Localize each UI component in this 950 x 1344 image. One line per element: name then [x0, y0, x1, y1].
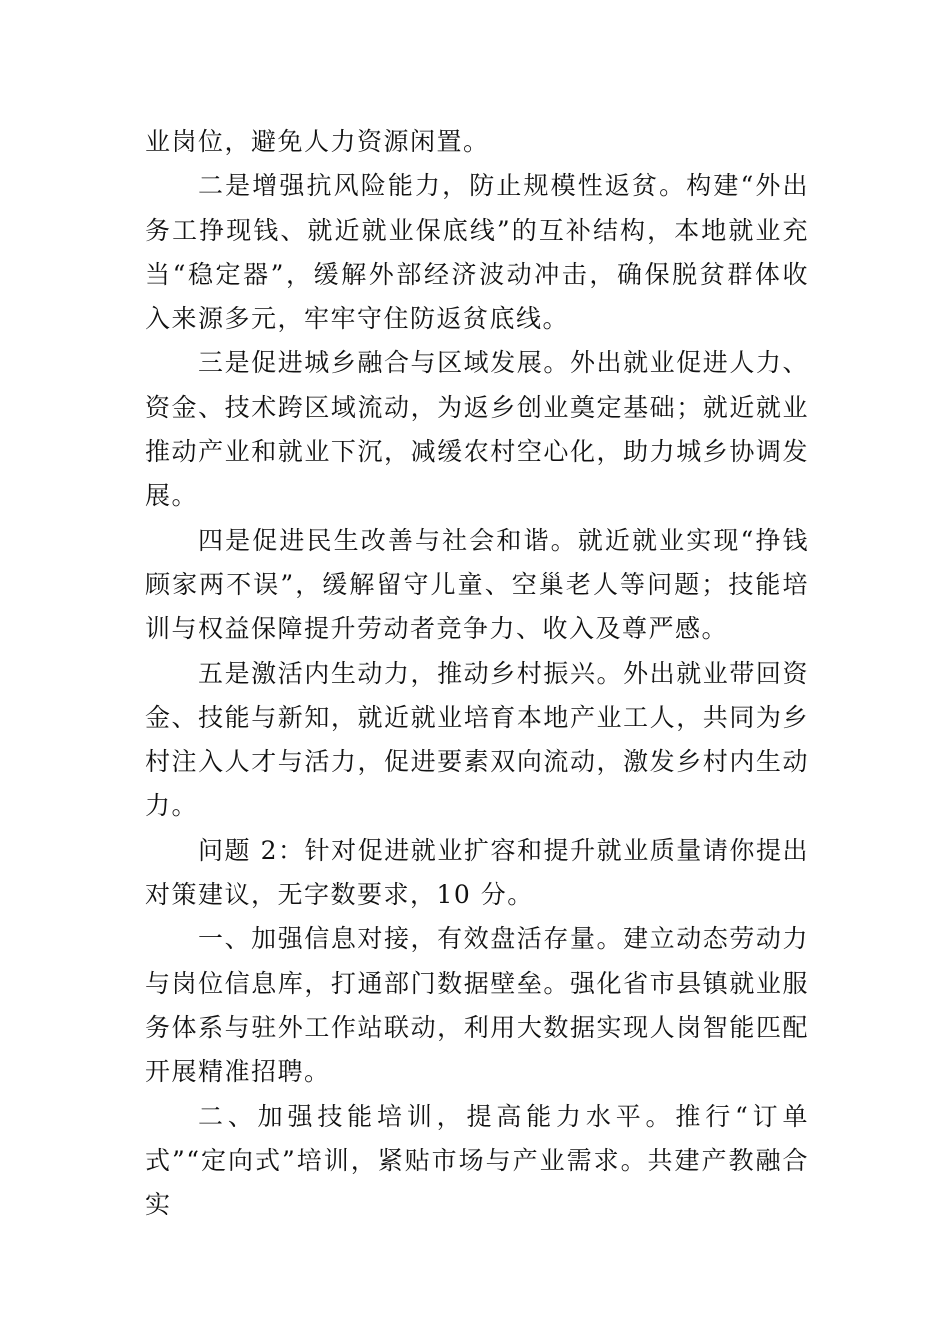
paragraph-measure-two: 二、加强技能培训，提高能力水平。推行“订单式”“定向式”培训，紧贴市场与产业需求。共建产教融合实: [145, 1101, 809, 1220]
paragraph-continuation: 业岗位，避免人力资源闲置。: [145, 127, 490, 156]
paragraph-measure-one: 一、加强信息对接，有效盘活存量。建立动态劳动力与岗位信息库，打通部门数据壁垒。强化省市县镇就业服务体系与驻外工作站联动，利用大数据实现人岗智能匹配开展精准招聘。: [145, 924, 809, 1087]
paragraph-point-four: 四是促进民生改善与社会和谐。就近就业实现“挣钱顾家两不误”，缓解留守儿童、空巢老人等问题；技能培训与权益保障提升劳动者竞争力、收入及尊严感。: [145, 525, 809, 644]
paragraph-point-three: 三是促进城乡融合与区域发展。外出就业促进人力、资金、技术跨区域流动，为返乡创业奠定基础；就近就业推动产业和就业下沉，减缓农村空心化，助力城乡协调发展。: [145, 348, 809, 511]
paragraph-point-two: 二是增强抗风险能力，防止规模性返贫。构建“外出务工挣现钱、就近就业保底线”的互补结构，本地就业充当“稳定器”，缓解外部经济波动冲击，确保脱贫群体收入来源多元，牢牢守住防返贫底线。: [145, 171, 809, 334]
paragraph-point-five: 五是激活内生动力，推动乡村振兴。外出就业带回资金、技能与新知，就近就业培育本地产业工人，共同为乡村注入人才与活力，促进要素双向流动，激发乡村内生动力。: [145, 658, 809, 821]
document-body: [145, 120, 809, 1227]
question-two-heading: 问题 2：针对促进就业扩容和提升就业质量请你提出对策建议，无字数要求，10 分。: [145, 835, 809, 910]
